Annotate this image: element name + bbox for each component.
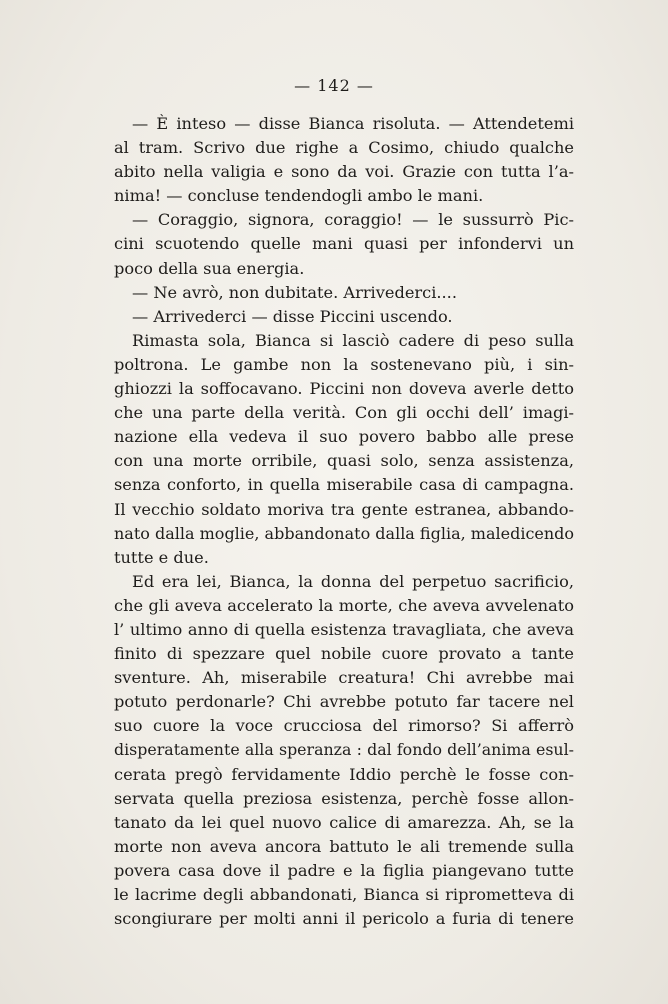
page-number: — 142 — bbox=[294, 76, 374, 95]
text-line: nato dalla moglie, abbandonato dalla figlia, maledicendo bbox=[114, 523, 575, 543]
text-line: Il vecchio soldato moriva tra gente estranea, abbando- bbox=[114, 499, 574, 519]
text-line: cerata pregò fervidamente Iddio perchè le fosse con- bbox=[114, 764, 574, 784]
text-line: cini scuotendo quelle mani quasi per infondervi un bbox=[114, 234, 574, 254]
text-line: tutte e due. bbox=[114, 547, 209, 567]
text-line: senza conforto, in quella miserabile casa di campagna. bbox=[114, 475, 574, 495]
text-line: al tram. Scrivo due righe a Cosimo, chiudo qualche bbox=[114, 138, 574, 158]
text-line: povera casa dove il padre e la figlia piangevano tutte bbox=[114, 860, 574, 880]
text-line: suo cuore la voce crucciosa del rimorso? Si afferrò bbox=[114, 716, 574, 736]
text-line: servata quella preziosa esistenza, perchè fosse allon- bbox=[114, 788, 574, 808]
text-line: scongiurare per molti anni il pericolo a furia di tenere bbox=[114, 909, 574, 929]
text-line: che gli aveva accelerato la morte, che aveva avvelenato bbox=[114, 595, 574, 615]
text-line: finito di spezzare quel nobile cuore provato a tante bbox=[114, 644, 574, 664]
text-line: poltrona. Le gambe non la sostenevano più, i sin- bbox=[114, 354, 574, 374]
text-line: l’ ultimo anno di quella esistenza travagliata, che aveva bbox=[114, 619, 574, 639]
text-line: — Ne avrò, non dubitate. Arrivederci.... bbox=[132, 282, 457, 302]
text-line: disperatamente alla speranza : dal fondo dell’anima esul- bbox=[114, 740, 574, 760]
text-line: ghiozzi la soffocavano. Piccini non doveva averle detto bbox=[114, 379, 574, 399]
text-line: che una parte della verità. Con gli occhi dell’ imagi- bbox=[114, 403, 574, 423]
text-line: Ed era lei, Bianca, la donna del perpetuo sacrificio, bbox=[132, 571, 574, 591]
text-line: sventure. Ah, miserabile creatura! Chi avrebbe mai bbox=[114, 668, 574, 688]
text-line: con una morte orribile, quasi solo, senza assistenza, bbox=[114, 451, 574, 471]
text-line: potuto perdonarle? Chi avrebbe potuto far tacere nel bbox=[114, 692, 574, 712]
text-line: nima! — concluse tendendogli ambo le mani. bbox=[114, 186, 484, 206]
text-line: morte non aveva ancora battuto le ali tremende sulla bbox=[114, 836, 574, 856]
body-text bbox=[114, 112, 574, 931]
text-line: poco della sua energia. bbox=[114, 258, 305, 278]
text-line: Rimasta sola, Bianca si lasciò cadere di peso sulla bbox=[132, 330, 574, 350]
text-line: — Arrivederci — disse Piccini uscendo. bbox=[132, 306, 453, 326]
text-line: — È inteso — disse Bianca risoluta. — Attendetemi bbox=[132, 114, 574, 133]
text-line: abito nella valigia e sono da voi. Grazie con tutta l’a- bbox=[114, 162, 574, 182]
text-line: tanato da lei quel nuovo calice di amarezza. Ah, se la bbox=[114, 812, 574, 832]
text-line: — Coraggio, signora, coraggio! — le sussurrò Pic- bbox=[132, 210, 574, 230]
text-line: le lacrime degli abbandonati, Bianca si riprometteva di bbox=[114, 885, 574, 904]
text-line: nazione ella vedeva il suo povero babbo alle prese bbox=[114, 427, 574, 447]
